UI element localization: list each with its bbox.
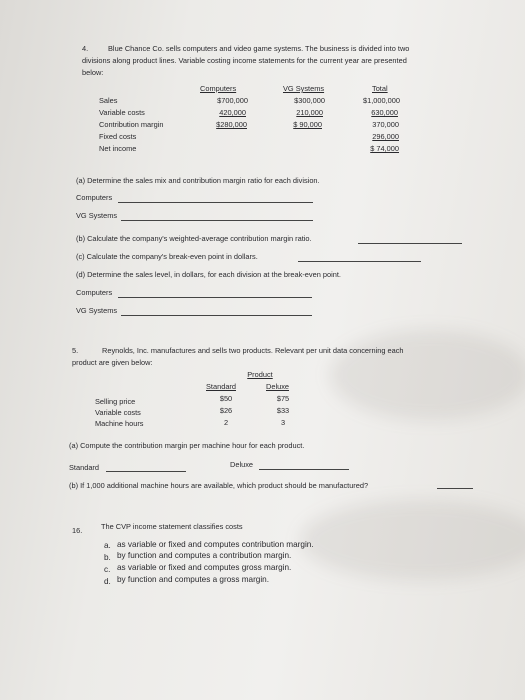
q5-part-b: (b) If 1,000 additional machine hours are available, which product should be manufactured? xyxy=(69,481,369,490)
paper-shadow xyxy=(300,500,525,580)
q4-text-line3: below: xyxy=(82,68,104,77)
option-d-text[interactable]: by function and computes a gross margin. xyxy=(117,575,270,584)
q5-part-a: (a) Compute the contribution margin per machine hour for each product. xyxy=(69,441,305,450)
row-label-contribution-margin: Contribution margin xyxy=(99,120,164,129)
cell-varcost-computers: 420,000 xyxy=(219,108,246,117)
cell-cm-total: 370,000 xyxy=(372,120,399,129)
product-header: Product xyxy=(247,370,273,379)
paper-shadow xyxy=(330,330,525,420)
option-c-letter: c. xyxy=(104,565,111,574)
standard-label: Standard xyxy=(69,463,99,472)
cell-varcost-vg: 210,000 xyxy=(296,108,323,117)
cell-cm-computers: $280,000 xyxy=(216,120,247,129)
row-label-fixed-costs: Fixed costs xyxy=(99,132,137,141)
option-a-text[interactable]: as variable or fixed and computes contribution margin. xyxy=(117,540,314,549)
q4-part-c: (c) Calculate the company's break-even point in dollars. xyxy=(76,252,258,261)
col-header-computers: Computers xyxy=(200,84,237,93)
row-label-variable-costs-q5: Variable costs xyxy=(95,408,141,417)
col-header-vg-systems: VG Systems xyxy=(283,84,325,93)
q4-text-line1: Blue Chance Co. sells computers and video game systems. The business is divided into two xyxy=(108,44,410,53)
cell-price-standard: $50 xyxy=(219,394,233,403)
col-header-total: Total xyxy=(372,84,388,93)
q4-part-d: (d) Determine the sales level, in dollars, for each division at the break-even point. xyxy=(76,270,341,279)
computers-label: Computers xyxy=(76,193,113,202)
standard-answer-line[interactable] xyxy=(106,471,186,472)
option-a-letter: a. xyxy=(104,541,111,550)
computers-be-answer-line[interactable] xyxy=(118,297,312,298)
option-c-text[interactable]: as variable or fixed and computes gross margin. xyxy=(117,563,292,572)
deluxe-label: Deluxe xyxy=(230,460,254,469)
cell-price-deluxe: $75 xyxy=(276,394,290,403)
vg-systems-label: VG Systems xyxy=(76,211,118,220)
cell-sales-total: $1,000,000 xyxy=(363,96,400,105)
cell-hours-deluxe: 3 xyxy=(280,418,286,427)
cell-sales-vg: $300,000 xyxy=(294,96,325,105)
row-label-variable-costs: Variable costs xyxy=(99,108,145,117)
vg-be-answer-line[interactable] xyxy=(121,315,312,316)
computers-answer-line[interactable] xyxy=(118,202,313,203)
computers-label-2: Computers xyxy=(76,288,113,297)
option-d-letter: d. xyxy=(104,577,111,586)
q5-number: 5. xyxy=(72,346,79,355)
cell-hours-standard: 2 xyxy=(223,418,229,427)
part-c-answer-line[interactable] xyxy=(298,261,421,262)
cell-sales-computers: $700,000 xyxy=(217,96,248,105)
q16-question: The CVP income statement classifies costs xyxy=(101,522,243,531)
cell-varcost-standard: $26 xyxy=(219,406,233,415)
row-label-net-income: Net income xyxy=(99,144,137,153)
cell-varcost-deluxe: $33 xyxy=(276,406,290,415)
cell-fixed-total: 296,000 xyxy=(372,132,399,141)
q16-number: 16. xyxy=(72,526,83,535)
row-label-selling-price: Selling price xyxy=(95,397,136,406)
row-label-sales: Sales xyxy=(99,96,118,105)
q5-text-line1: Reynolds, Inc. manufactures and sells two products. Relevant per unit data concerning each xyxy=(102,346,404,355)
vg-systems-answer-line[interactable] xyxy=(121,220,313,221)
q4-part-b: (b) Calculate the company's weighted-average contribution margin ratio. xyxy=(76,234,312,243)
option-b-text[interactable]: by function and computes a contribution margin. xyxy=(117,551,292,560)
deluxe-answer-line[interactable] xyxy=(259,469,349,470)
part-b-answer-line[interactable] xyxy=(358,243,462,244)
col-header-standard: Standard xyxy=(206,382,236,391)
col-header-deluxe: Deluxe xyxy=(266,382,290,391)
cell-varcost-total: 630,000 xyxy=(371,108,398,117)
q5-text-line2: product are given below: xyxy=(72,358,153,367)
cell-cm-vg: $ 90,000 xyxy=(293,120,322,129)
vg-systems-label-2: VG Systems xyxy=(76,306,118,315)
q4-part-a: (a) Determine the sales mix and contribution margin ratio for each division. xyxy=(76,176,320,185)
option-b-letter: b. xyxy=(104,553,111,562)
q4-number: 4. xyxy=(82,44,89,53)
q5-part-b-answer-line[interactable] xyxy=(437,488,473,489)
cell-net-income-total: $ 74,000 xyxy=(370,144,399,153)
q4-text-line2: divisions along product lines. Variable costing income statements for the current year are presented xyxy=(82,56,407,65)
row-label-machine-hours: Machine hours xyxy=(95,419,144,428)
